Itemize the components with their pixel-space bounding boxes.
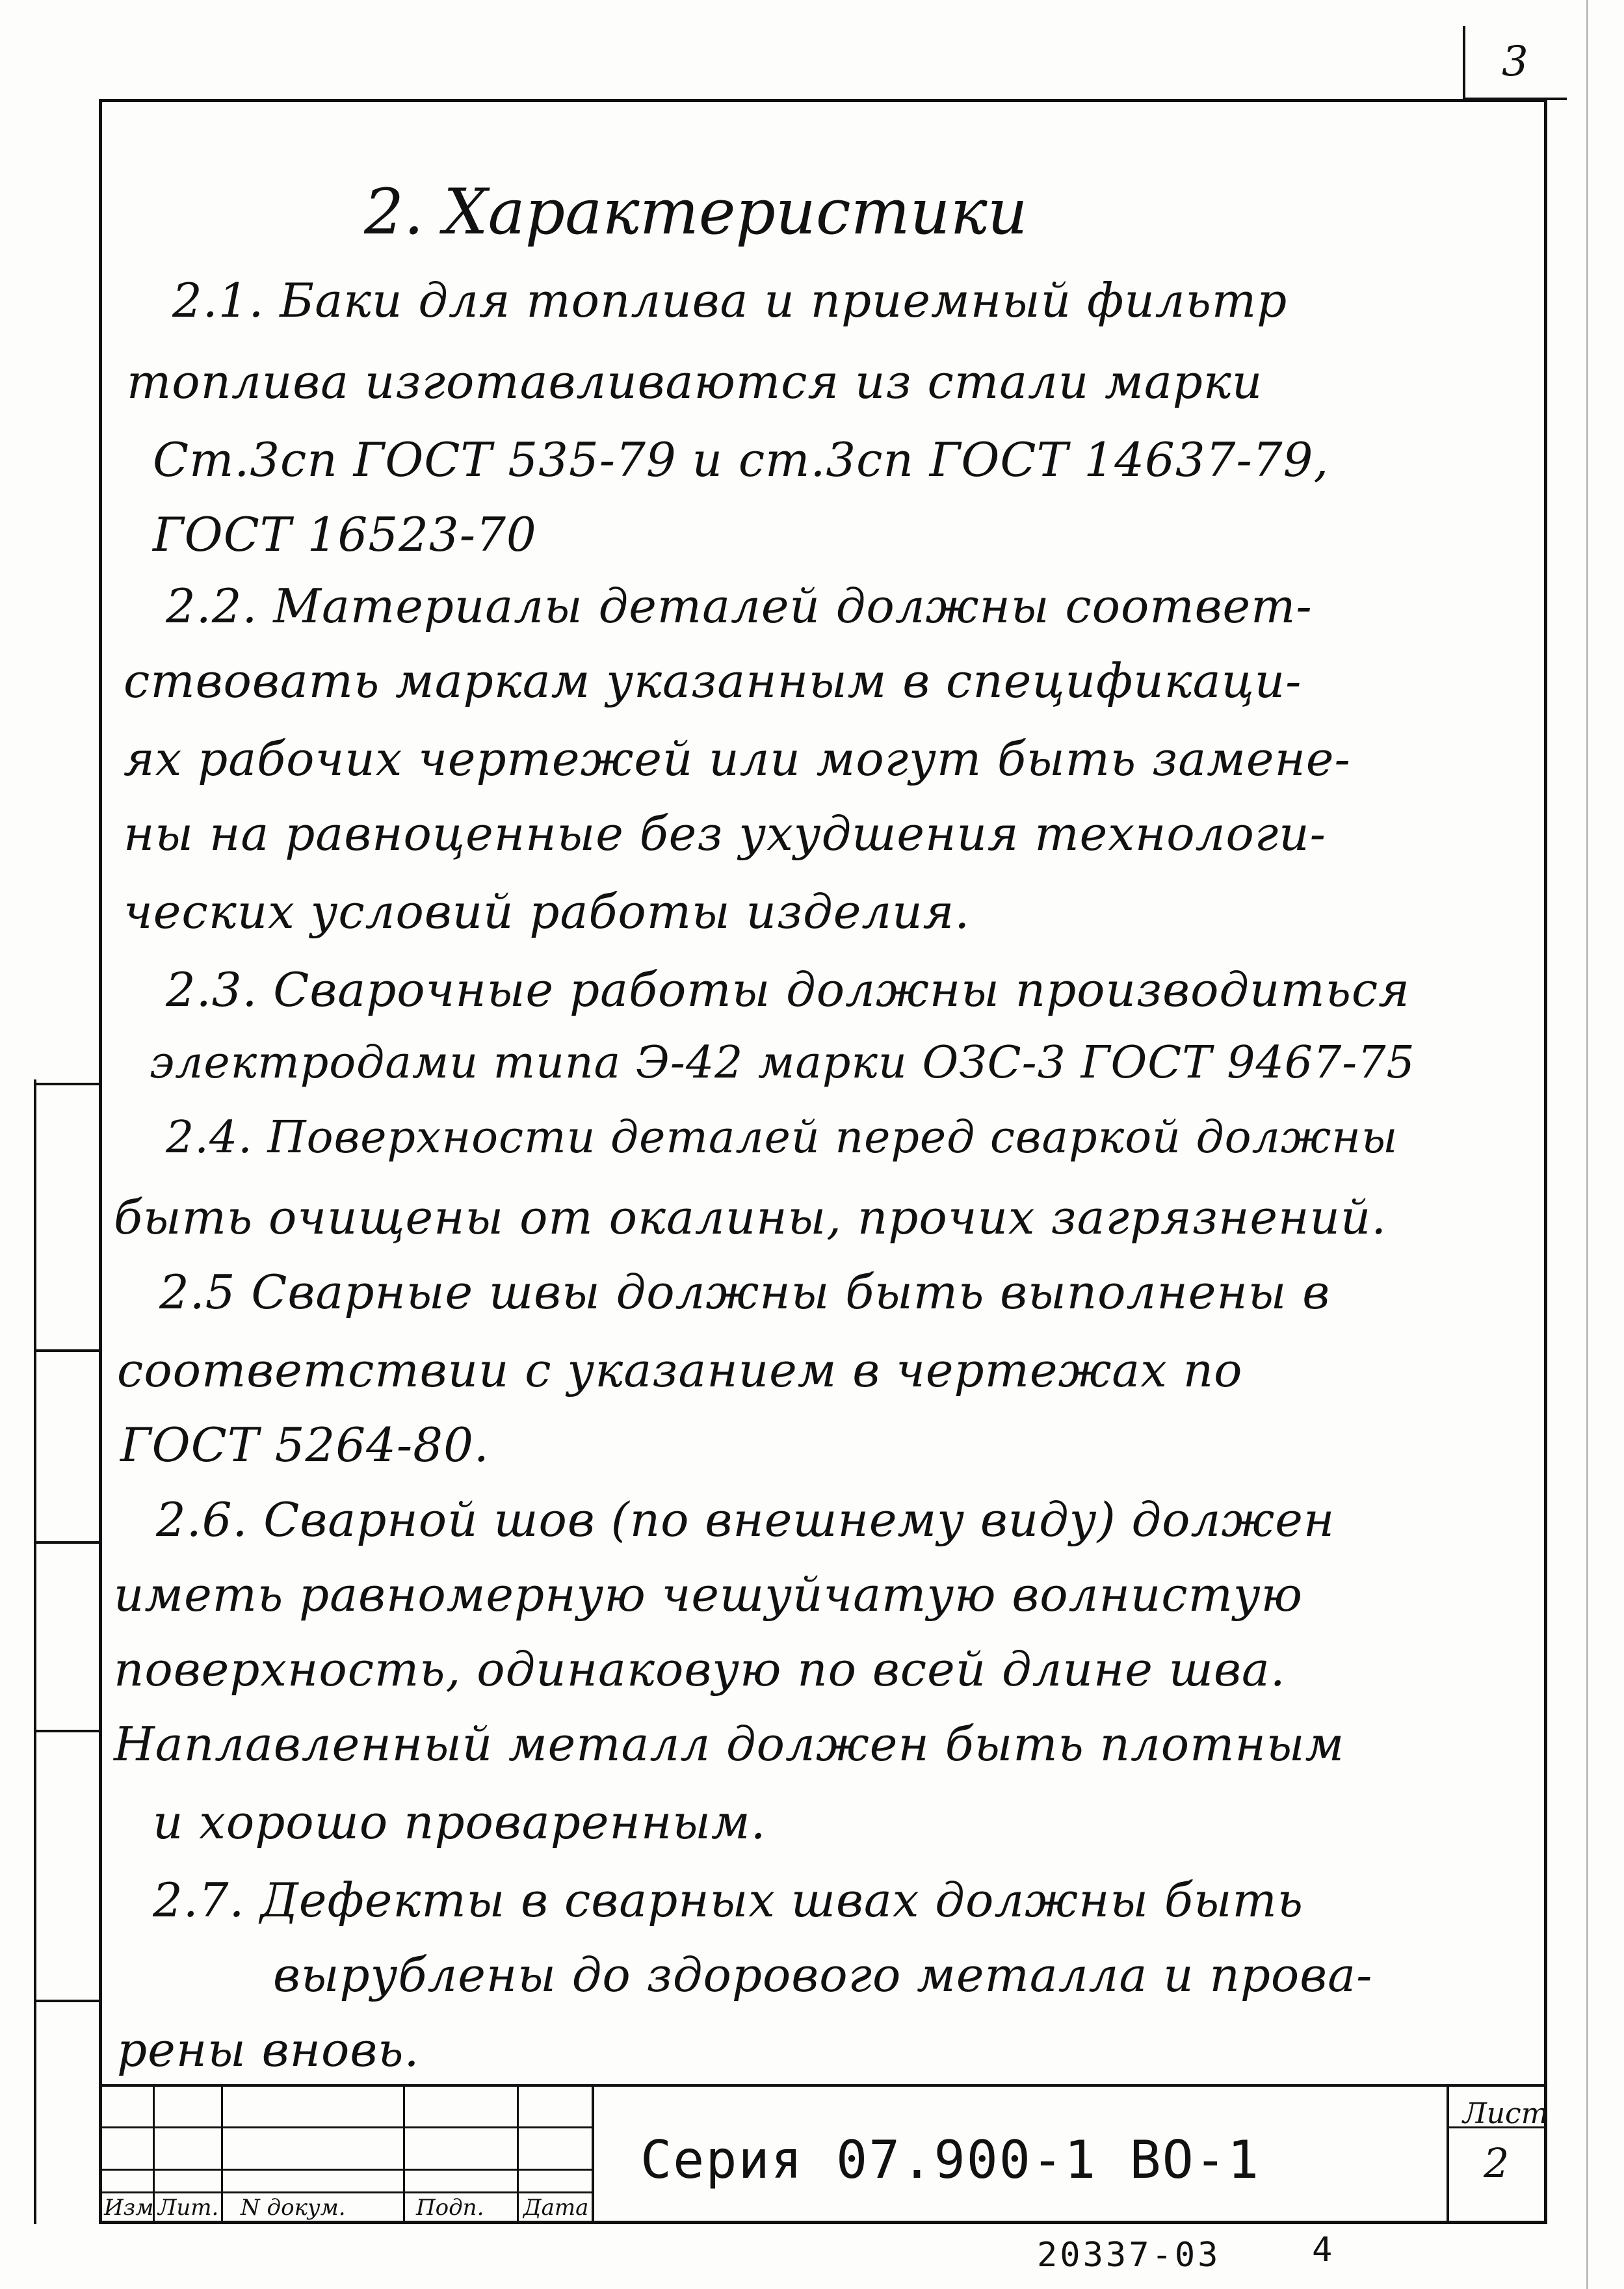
stamp-row-line-1 [99, 2126, 593, 2128]
text-line: 2.4. Поверхности деталей перед сваркой должны [166, 1112, 1398, 1163]
footer-page-number: 4 [1312, 2230, 1333, 2269]
stamp-row-line-2 [99, 2169, 593, 2171]
label-izm: Изм [104, 2195, 154, 2221]
page-number-top: 3 [1502, 38, 1528, 86]
section-title: 2. Характеристики [364, 176, 1028, 248]
text-line: электродами типа Э-42 марки ОЗС-3 ГОСТ 9467-75 [150, 1037, 1415, 1089]
stamp-col-line-6 [1447, 2084, 1449, 2224]
left-strip-tick-4 [34, 1730, 100, 1732]
label-date: Дата [523, 2195, 589, 2221]
left-strip-tick-2 [34, 1349, 100, 1352]
stamp-col-line-2 [221, 2084, 223, 2224]
text-line: соответствии с указанием в чертежах по [117, 1343, 1243, 1397]
text-line: 2.1. Баки для топлива и приемный фильтр [172, 273, 1288, 328]
text-line: ГОСТ 5264-80. [120, 1418, 490, 1472]
left-strip-tick-1 [34, 1083, 100, 1085]
text-line: ГОСТ 16523-70 [153, 507, 537, 562]
stamp-top-line [99, 2084, 1547, 2087]
text-line: ствовать маркам указанным в спецификаци- [124, 654, 1302, 708]
stamp-col-line-3 [403, 2084, 405, 2224]
text-line: ях рабочих чертежей или могут быть замене- [124, 732, 1351, 786]
left-strip-line [34, 1079, 36, 2224]
stamp-row-line-3 [99, 2191, 593, 2193]
text-line: 2.7. Дефекты в сварных швах должны быть [153, 1873, 1303, 1927]
left-strip-tick-3 [34, 1541, 100, 1544]
text-line: 2.6. Сварной шов (по внешнему виду) должен [156, 1492, 1335, 1547]
text-line: ческих условий работы изделия. [124, 884, 971, 939]
label-lit: Лит. [158, 2195, 219, 2221]
text-line: ны на равноценные без ухудшения технологи- [124, 806, 1326, 861]
text-line: 2.5 Сварные швы должны быть выполнены в [159, 1265, 1331, 1319]
left-strip-tick-5 [34, 2000, 100, 2002]
top-number-divider [1463, 26, 1465, 101]
text-line: 2.2. Материалы деталей должны соответ- [166, 579, 1313, 633]
text-line: рены вновь. [117, 2022, 420, 2077]
scan-edge [1586, 0, 1588, 2289]
label-signature: Подп. [416, 2195, 484, 2221]
text-line: быть очищены от окалины, прочих загрязнений. [114, 1190, 1387, 1245]
sheet-number: 2 [1484, 2139, 1510, 2187]
document-id: 20337-03 [1037, 2236, 1221, 2275]
sheet-label: Лист [1463, 2097, 1549, 2130]
stamp-col-line-5 [592, 2084, 594, 2224]
text-line: поверхность, одинаковую по всей длине шва. [114, 1642, 1286, 1697]
series-designation: Серия 07.900-1 ВО-1 [640, 2130, 1261, 2190]
stamp-col-line-4 [517, 2084, 519, 2224]
text-line: вырублены до здорового металла и прова- [273, 1948, 1373, 2002]
text-line: 2.3. Сварочные работы должны производиться [166, 962, 1410, 1017]
text-line: Наплавленный металл должен быть плотным [114, 1717, 1345, 1771]
text-line: и хорошо проваренным. [153, 1795, 766, 1849]
text-line: топлива изготавливаются из стали марки [127, 354, 1263, 409]
label-doc-number: N докум. [241, 2195, 346, 2221]
text-line: Ст.3сп ГОСТ 535-79 и ст.3сп ГОСТ 14637-79, [153, 432, 1329, 487]
text-line: иметь равномерную чешуйчатую волнистую [114, 1567, 1303, 1622]
